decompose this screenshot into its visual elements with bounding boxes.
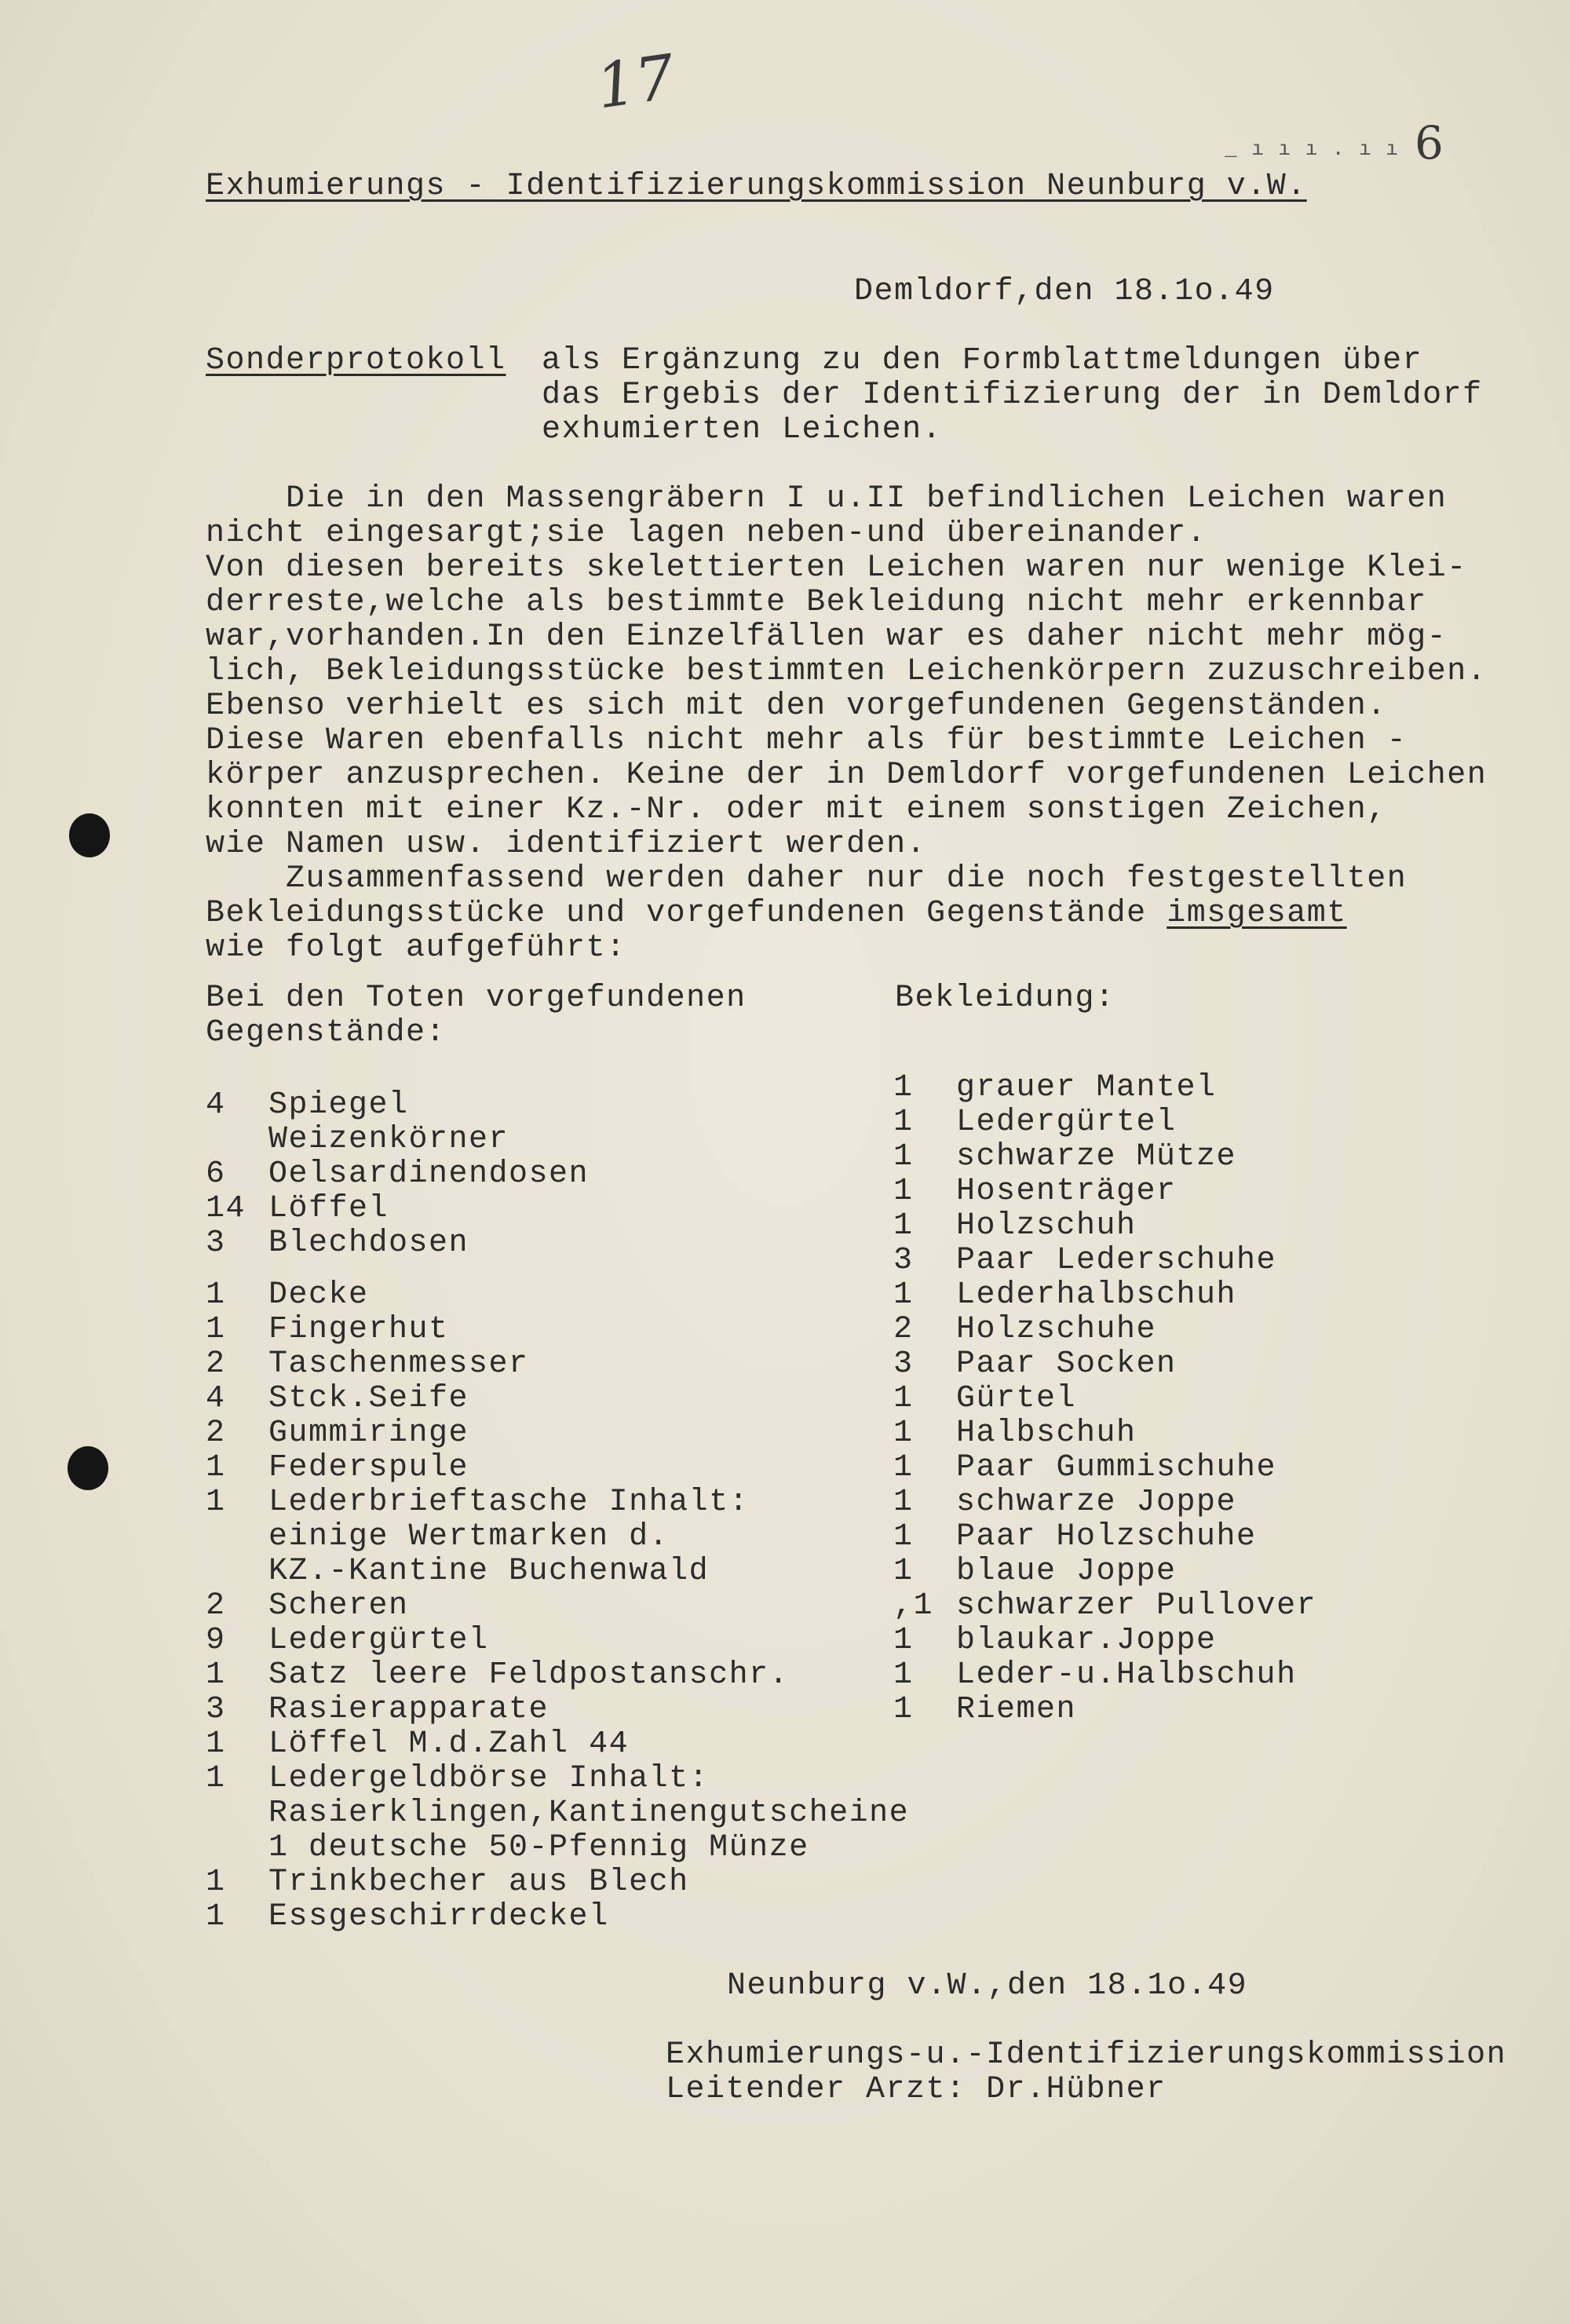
item-description: 1 deutsche 50-Pfennig Münze bbox=[268, 1830, 809, 1865]
item-description: Rasierklingen,Kantinengutscheine bbox=[268, 1796, 910, 1831]
item-quantity: 3 bbox=[206, 1692, 226, 1727]
item-quantity: 1 bbox=[893, 1174, 914, 1209]
item-description: Fingerhut bbox=[268, 1312, 449, 1347]
item-description: Satz leere Feldpostanschr. bbox=[268, 1657, 790, 1693]
item-quantity: 1 bbox=[206, 1277, 226, 1313]
item-quantity: 1 bbox=[893, 1416, 914, 1451]
item-quantity: 3 bbox=[893, 1243, 914, 1278]
item-description: Leder-u.Halbschuh bbox=[956, 1657, 1297, 1693]
item-description: schwarze Joppe bbox=[956, 1485, 1237, 1520]
item-description: Hosenträger bbox=[956, 1174, 1177, 1209]
body-line: Bekleidungsstücke und vorgefundenen Gegenstände bbox=[206, 896, 1167, 931]
item-description: blaukar.Joppe bbox=[956, 1623, 1217, 1658]
item-quantity: 1 bbox=[893, 1692, 914, 1727]
items-heading: Gegenstände: bbox=[206, 1015, 447, 1051]
page-number: 6 bbox=[1415, 116, 1444, 170]
item-quantity: 1 bbox=[206, 1727, 226, 1762]
item-description: Paar Gummischuhe bbox=[956, 1450, 1277, 1485]
item-quantity: 2 bbox=[893, 1312, 914, 1347]
item-description: grauer Mantel bbox=[956, 1070, 1217, 1105]
item-description: Spiegel bbox=[268, 1087, 409, 1123]
item-quantity: 1 bbox=[893, 1381, 914, 1416]
item-description: Gürtel bbox=[956, 1381, 1077, 1416]
stamp-ticks: _ ı ı ı . ı ı bbox=[1225, 137, 1400, 161]
body-line: Von diesen bereits skelettierten Leichen waren nur wenige Klei- bbox=[206, 550, 1467, 586]
item-description: Decke bbox=[268, 1277, 369, 1313]
body-line-with-emphasis bbox=[206, 897, 1347, 931]
body-line: wie Namen usw. identifiziert werden. bbox=[206, 827, 927, 862]
item-quantity: 3 bbox=[893, 1347, 914, 1382]
body-line: konnten mit einer Kz.-Nr. oder mit einem sonstigen Zeichen, bbox=[206, 792, 1387, 828]
body-line: nicht eingesargt;sie lagen neben-und übereinander. bbox=[206, 516, 1207, 551]
item-description: Lederbrieftasche Inhalt: bbox=[268, 1485, 750, 1520]
item-description: Riemen bbox=[956, 1692, 1077, 1727]
item-quantity: 6 bbox=[206, 1157, 226, 1192]
closing-place-date: Neunburg v.W.,den 18.1o.49 bbox=[727, 1968, 1248, 2004]
body-line: körper anzusprechen. Keine der in Demldorf vorgefundenen Leichen bbox=[206, 758, 1488, 793]
item-description: Scheren bbox=[268, 1588, 409, 1624]
item-description: Paar Holzschuhe bbox=[956, 1519, 1257, 1555]
item-quantity: 1 bbox=[893, 1450, 914, 1485]
body-line: derreste,welche als bestimmte Bekleidung nicht mehr erkennbar bbox=[206, 585, 1427, 620]
item-description: Ledergürtel bbox=[268, 1623, 489, 1658]
item-quantity: 1 bbox=[206, 1761, 226, 1796]
item-quantity: 14 bbox=[206, 1191, 246, 1226]
item-quantity: 1 bbox=[206, 1657, 226, 1693]
item-description: KZ.-Kantine Buchenwald bbox=[268, 1554, 710, 1589]
item-quantity: 1 bbox=[206, 1865, 226, 1900]
item-quantity: 2 bbox=[206, 1588, 226, 1624]
item-quantity: 1 bbox=[206, 1899, 226, 1935]
punch-hole bbox=[68, 1446, 108, 1490]
subject-line: als Ergänzung zu den Formblattmeldungen über bbox=[542, 343, 1423, 378]
item-quantity: 1 bbox=[893, 1554, 914, 1589]
signature-line: Leitender Arzt: Dr.Hübner bbox=[666, 2072, 1167, 2107]
items-heading: Bei den Toten vorgefundenen bbox=[206, 981, 747, 1016]
item-description: einige Wertmarken d. bbox=[268, 1519, 670, 1555]
underlined-word: imsgesamt bbox=[1167, 896, 1347, 931]
item-description: Oelsardinendosen bbox=[268, 1157, 590, 1192]
item-quantity: 3 bbox=[206, 1226, 226, 1261]
item-quantity: 1 bbox=[893, 1070, 914, 1105]
subject-line: das Ergebis der Identifizierung der in Demldorf bbox=[542, 378, 1483, 413]
item-quantity: 2 bbox=[206, 1416, 226, 1451]
item-quantity: 1 bbox=[893, 1623, 914, 1658]
item-quantity: 4 bbox=[206, 1381, 226, 1416]
item-description: schwarzer Pullover bbox=[956, 1588, 1317, 1624]
item-description: Ledergürtel bbox=[956, 1105, 1177, 1140]
body-line: Diese Waren ebenfalls nicht mehr als für bestimmte Leichen - bbox=[206, 723, 1408, 758]
commission-header: Exhumierungs - Identifizierungskommission Neunburg v.W. bbox=[206, 169, 1307, 204]
item-quantity: 1 bbox=[893, 1519, 914, 1555]
item-quantity: 1 bbox=[893, 1139, 914, 1175]
item-quantity: 9 bbox=[206, 1623, 226, 1658]
item-quantity: 1 bbox=[206, 1450, 226, 1485]
item-description: Rasierapparate bbox=[268, 1692, 550, 1727]
item-description: blaue Joppe bbox=[956, 1554, 1177, 1589]
item-description: Ledergeldbörse Inhalt: bbox=[268, 1761, 710, 1796]
item-description: Weizenkörner bbox=[268, 1122, 509, 1157]
item-description: Paar Socken bbox=[956, 1347, 1177, 1382]
punch-hole bbox=[69, 813, 110, 857]
item-description: Lederhalbschuh bbox=[956, 1277, 1237, 1313]
item-quantity: 1 bbox=[893, 1208, 914, 1244]
item-description: Holzschuhe bbox=[956, 1312, 1157, 1347]
item-description: Paar Lederschuhe bbox=[956, 1243, 1277, 1278]
body-line: Die in den Massengräbern I u.II befindlichen Leichen waren bbox=[206, 481, 1448, 517]
item-description: Halbschuh bbox=[956, 1416, 1137, 1451]
item-description: Essgeschirrdeckel bbox=[268, 1899, 609, 1935]
item-quantity: 1 bbox=[206, 1312, 226, 1347]
handwritten-page-number: 17 bbox=[592, 42, 680, 123]
item-quantity: 1 bbox=[206, 1485, 226, 1520]
body-line: Ebenso verhielt es sich mit den vorgefundenen Gegenständen. bbox=[206, 689, 1387, 724]
item-description: Federspule bbox=[268, 1450, 469, 1485]
item-quantity: 1 bbox=[893, 1657, 914, 1693]
place-date: Demldorf,den 18.1o.49 bbox=[854, 274, 1275, 309]
signature-line: Exhumierungs-u.-Identifizierungskommission bbox=[666, 2037, 1507, 2073]
body-line: war,vorhanden.In den Einzelfällen war es daher nicht mehr mög- bbox=[206, 619, 1448, 655]
item-quantity: ,1 bbox=[893, 1588, 934, 1624]
item-quantity: 2 bbox=[206, 1347, 226, 1382]
item-quantity: 1 bbox=[893, 1105, 914, 1140]
item-quantity: 1 bbox=[893, 1485, 914, 1520]
body-line: lich, Bekleidungsstücke bestimmten Leichenkörpern zuzuschreiben. bbox=[206, 654, 1488, 689]
item-description: Blechdosen bbox=[268, 1226, 469, 1261]
item-description: schwarze Mütze bbox=[956, 1139, 1237, 1175]
item-quantity: 1 bbox=[893, 1277, 914, 1313]
item-description: Stck.Seife bbox=[268, 1381, 469, 1416]
item-description: Gummiringe bbox=[268, 1416, 469, 1451]
item-description: Holzschuh bbox=[956, 1208, 1137, 1244]
item-quantity: 4 bbox=[206, 1087, 226, 1123]
item-description: Taschenmesser bbox=[268, 1347, 529, 1382]
subject-line: exhumierten Leichen. bbox=[542, 412, 943, 448]
body-line: wie folgt aufgeführt: bbox=[206, 930, 626, 966]
body-line: Zusammenfassend werden daher nur die noch festgestellten bbox=[206, 861, 1408, 897]
item-description: Löffel M.d.Zahl 44 bbox=[268, 1727, 630, 1762]
clothing-heading: Bekleidung: bbox=[895, 981, 1115, 1016]
subject-label: Sonderprotokoll bbox=[206, 343, 506, 378]
item-description: Trinkbecher aus Blech bbox=[268, 1865, 689, 1900]
item-description: Löffel bbox=[268, 1191, 389, 1226]
